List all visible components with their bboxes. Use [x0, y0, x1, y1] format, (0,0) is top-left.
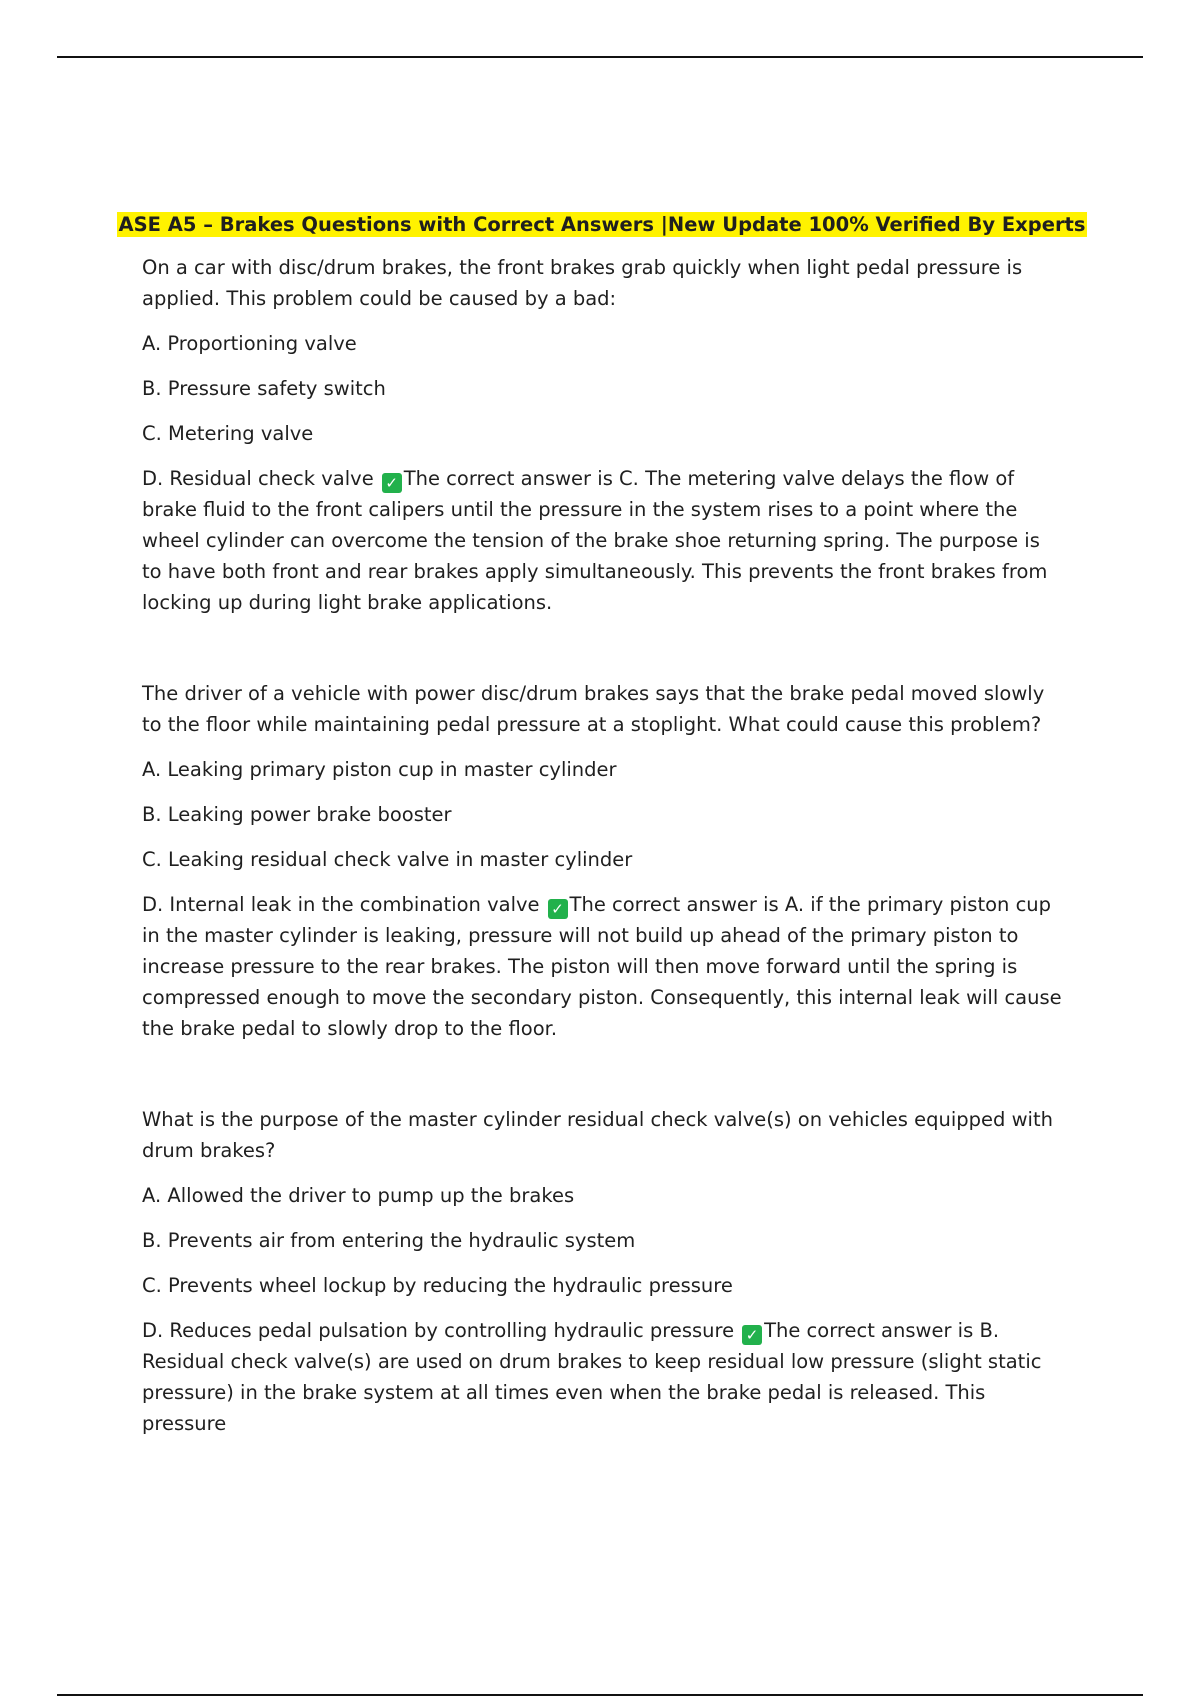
question-block-3 — [142, 1104, 1062, 1439]
question-block-1 — [142, 252, 1062, 618]
option-c: C. Metering valve — [142, 422, 314, 445]
title-highlight: ASE A5 – Brakes Questions with Correct Answers |New Update 100% Verified By Experts — [118, 213, 1086, 236]
answer-explanation: The correct answer is C. The metering valve delays the flow of brake fluid to the front calipers until the pressure in the system rises to a point where the wheel cylinder can overcome the tension of the brake shoe returning spring. The purpose is to have both front and rear brakes apply simultaneously. This prevents the front brakes from locking up during light brake applications. — [142, 467, 1048, 614]
option-d: D. Internal leak in the combination valve — [142, 893, 540, 916]
option-d: D. Residual check valve — [142, 467, 374, 490]
option-d: D. Reduces pedal pulsation by controlling hydraulic pressure — [142, 1319, 735, 1342]
answer-explanation: The correct answer is A. if the primary piston cup in the master cylinder is leaking, pressure will not build up ahead of the primary piston to increase pressure to the rear brakes. The piston will then move forward until the spring is compressed enough to move the secondary piston. Consequently, this internal leak will cause the brake pedal to slowly drop to the floor. — [142, 893, 1062, 1040]
option-c: C. Prevents wheel lockup by reducing the hydraulic pressure — [142, 1274, 733, 1297]
option-b: B. Pressure safety switch — [142, 377, 386, 400]
question-stem: What is the purpose of the master cylinder residual check valve(s) on vehicles equipped with drum brakes? — [142, 1108, 1053, 1162]
question-stem: The driver of a vehicle with power disc/drum brakes says that the brake pedal moved slowly to the floor while maintaining pedal pressure at a stoplight. What could cause this problem? — [142, 682, 1045, 736]
checkmark-icon: ✓ — [382, 473, 402, 493]
document-title — [102, 212, 1102, 238]
question-block-2 — [142, 678, 1062, 1044]
checkmark-icon: ✓ — [548, 899, 568, 919]
option-b: B. Leaking power brake booster — [142, 803, 452, 826]
question-stem: On a car with disc/drum brakes, the front brakes grab quickly when light pedal pressure is applied. This problem could be caused by a bad: — [142, 256, 1023, 310]
top-rule — [57, 56, 1143, 58]
option-d-with-answer — [142, 889, 1062, 1044]
option-b: B. Prevents air from entering the hydraulic system — [142, 1229, 636, 1252]
option-c: C. Leaking residual check valve in master cylinder — [142, 848, 633, 871]
option-a: A. Allowed the driver to pump up the brakes — [142, 1184, 575, 1207]
bottom-rule — [57, 1694, 1143, 1696]
option-d-with-answer — [142, 1315, 1062, 1439]
document-body — [118, 212, 1086, 1453]
option-a: A. Proportioning valve — [142, 332, 357, 355]
option-d-with-answer — [142, 463, 1062, 618]
option-a: A. Leaking primary piston cup in master cylinder — [142, 758, 617, 781]
answer-explanation: The correct answer is B. Residual check valve(s) are used on drum brakes to keep residual low pressure (slight static pressure) in the brake system at all times even when the brake pedal is released. This pressure — [142, 1319, 1042, 1435]
checkmark-icon: ✓ — [742, 1325, 762, 1345]
